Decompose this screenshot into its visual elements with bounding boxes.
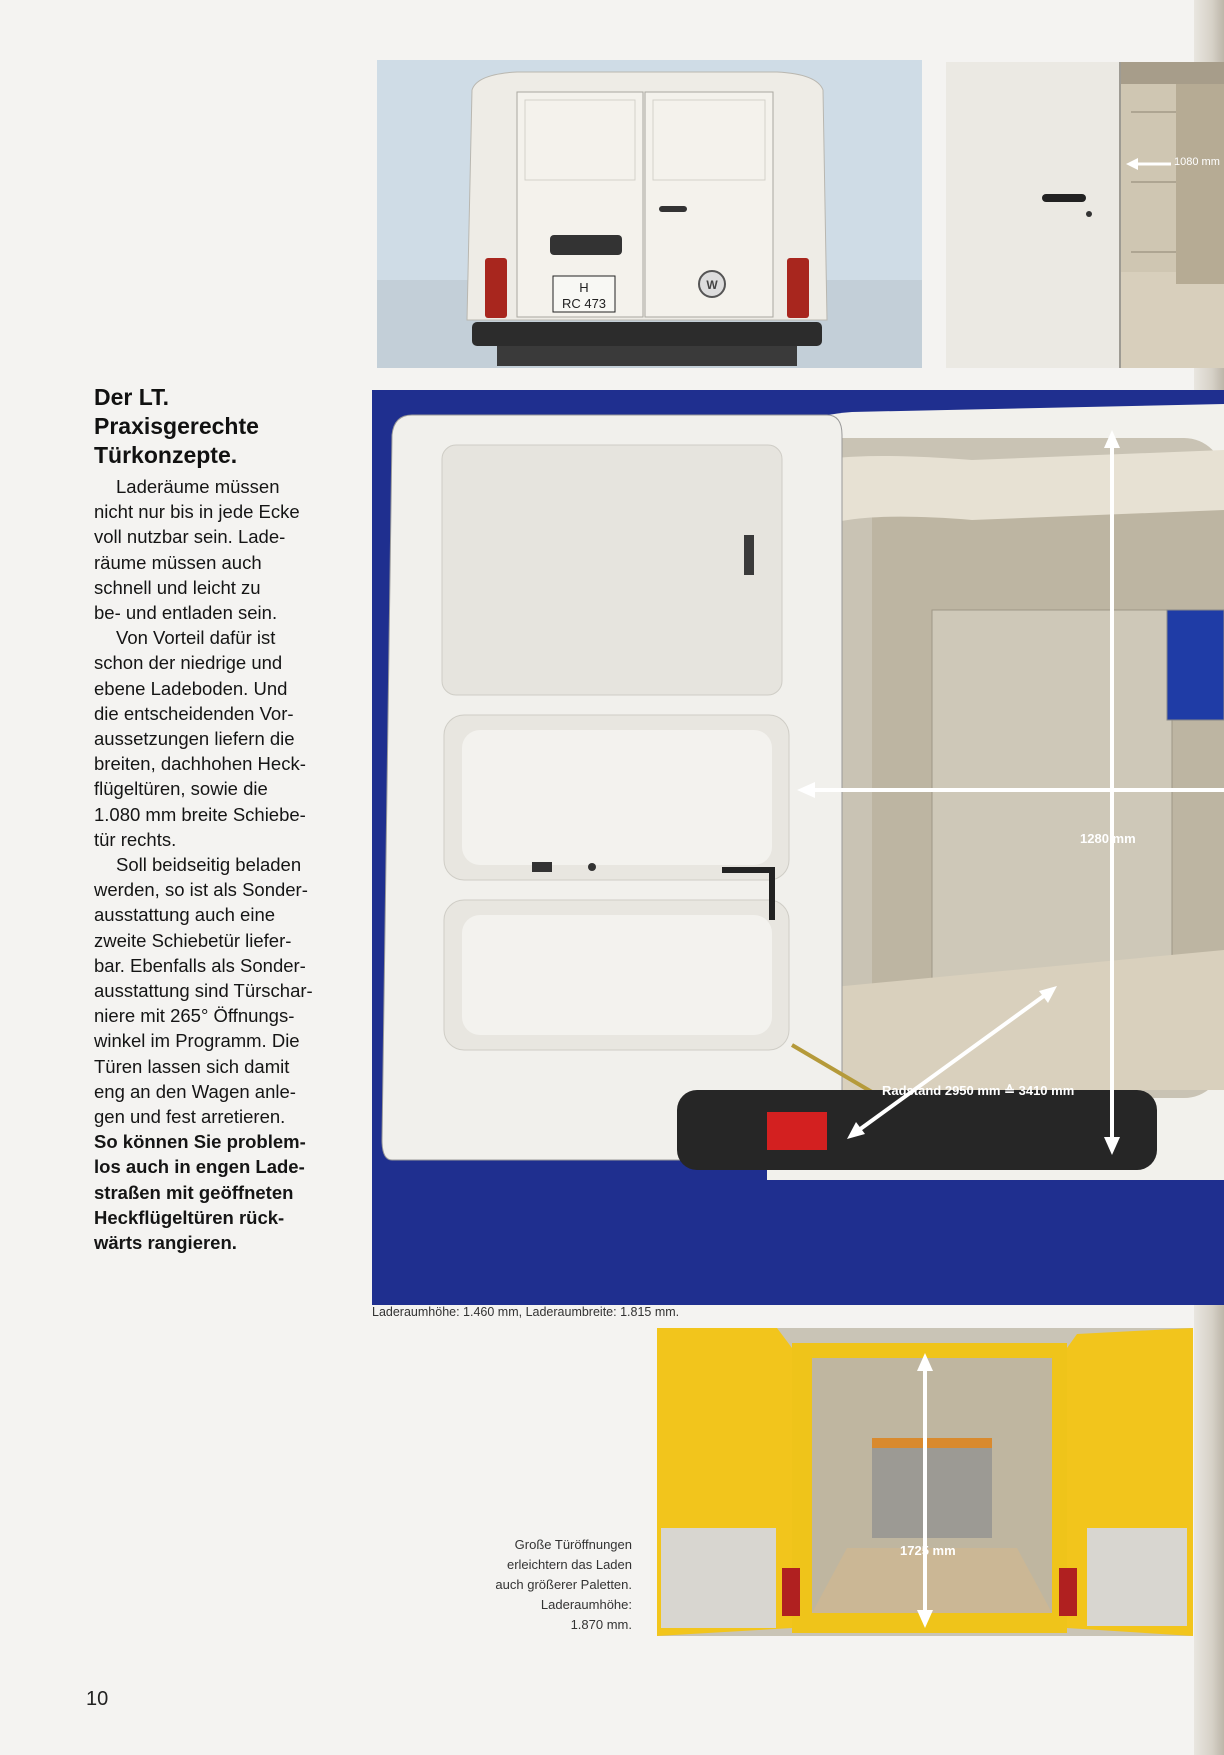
- cargo-area-caption: Laderaumhöhe: 1.460 mm, Laderaumbreite: 1.815 mm.: [372, 1305, 680, 1319]
- body-line: schnell und leicht zu: [94, 576, 261, 598]
- body-line: aussetzungen liefern die: [94, 728, 295, 750]
- body-line: winkel im Programm. Die: [94, 1030, 300, 1052]
- cargo-area-photo: [372, 390, 1224, 1305]
- body-line: Laderäume müssen: [116, 476, 280, 497]
- caption-line: Laderaumhöhe:: [540, 1597, 632, 1612]
- body-line: ausstattung auch eine: [94, 904, 276, 926]
- caption-line: Große Türöffnungen: [514, 1537, 632, 1552]
- body-line: straßen mit geöffneten: [94, 1181, 294, 1203]
- body-line: 1.080 mm breite Schiebe-: [94, 803, 306, 825]
- body-line: gen und fest arretieren.: [94, 1106, 286, 1128]
- yellow-van-photo: [657, 1328, 1193, 1636]
- heading-line: Praxisgerechte: [94, 413, 259, 439]
- page-number: 10: [86, 1688, 109, 1710]
- body-line: be- und entladen sein.: [94, 602, 278, 624]
- body-line: die entscheidenden Vor-: [94, 702, 294, 724]
- caption-line: 1.870 mm.: [570, 1617, 632, 1632]
- body-line: breiten, dachhohen Heck-: [94, 753, 306, 775]
- yellow-van-caption: [440, 1535, 632, 1635]
- caption-line: erleichtern das Laden: [506, 1557, 632, 1572]
- yellow-height-label: 1725 mm: [900, 1543, 956, 1558]
- body-line: räume müssen auch: [94, 551, 262, 573]
- caption-line: auch größerer Paletten.: [495, 1577, 632, 1592]
- body-line: ausstattung sind Türschar-: [94, 980, 313, 1002]
- height-dimension-label: 1280 mm: [1080, 831, 1136, 846]
- body-line: tür rechts.: [94, 828, 177, 850]
- body-line: werden, so ist als Sonder-: [94, 879, 308, 901]
- body-text: [94, 474, 359, 1255]
- body-line: eng an den Wagen anle-: [94, 1080, 296, 1102]
- section-heading: [94, 383, 394, 470]
- body-line: wärts rangieren.: [94, 1232, 237, 1254]
- body-line: bar. Ebenfalls als Sonder-: [94, 954, 306, 976]
- body-line: Von Vorteil dafür ist: [116, 627, 276, 649]
- body-line: niere mit 265° Öffnungs-: [94, 1005, 295, 1027]
- body-line: Türen lassen sich damit: [94, 1055, 290, 1077]
- body-line: flügeltüren, sowie die: [94, 778, 268, 800]
- body-line: Heckflügeltüren rück-: [94, 1206, 285, 1228]
- body-line: voll nutzbar sein. Lade-: [94, 526, 286, 548]
- heading-line: Der LT.: [94, 384, 169, 410]
- slide-dimension-label: 1080 mm: [1174, 156, 1220, 168]
- van-rear-photo: [377, 60, 922, 368]
- svg-text:W: W: [706, 278, 718, 292]
- plate-bottom-text: RC 473: [561, 296, 607, 311]
- plate-top-text: H: [579, 280, 589, 295]
- body-line: So können Sie problem-: [94, 1131, 306, 1153]
- wheelbase-dimension-label: Radstand 2950 mm ≙ 3410 mm: [882, 1083, 1075, 1098]
- heading-line: Türkonzepte.: [94, 442, 238, 468]
- body-line: ebene Ladeboden. Und: [94, 677, 288, 699]
- body-line: schon der niedrige und: [94, 652, 283, 674]
- body-line: zweite Schiebetür liefer-: [94, 929, 292, 951]
- sliding-door-photo: [946, 62, 1224, 368]
- body-line: los auch in engen Lade-: [94, 1156, 305, 1178]
- body-line: nicht nur bis in jede Ecke: [94, 501, 300, 523]
- body-line: Soll beidseitig beladen: [116, 854, 302, 876]
